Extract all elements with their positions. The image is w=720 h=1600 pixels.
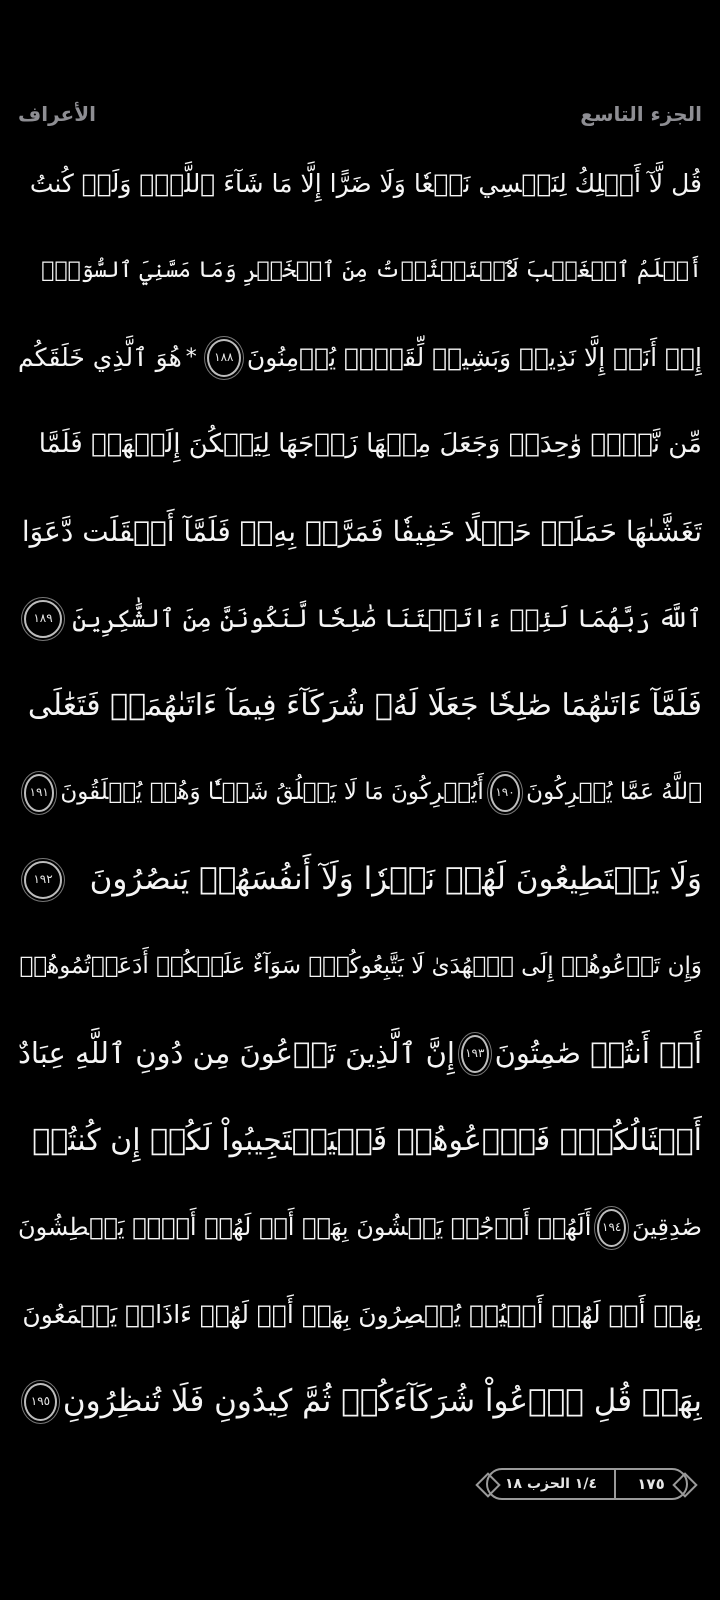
text-line-3-content-a: إِنۡ أَنَا۠ إِلَّا نَذِيرٞ وَبَشِيرٞ لِّقَوۡمٖ يُؤۡمِنُونَ — [246, 343, 702, 372]
text-line-5 — [18, 488, 702, 575]
text-line-12-content: أَمۡثَالُكُمۡۖ فَٱدۡعُوهُمۡ فَلۡيَسۡتَجِيبُواْ لَكُمۡ إِن كُنتُمۡ — [32, 1123, 702, 1158]
text-line-8-content-b: أَيُشۡرِكُونَ مَا لَا يَخۡلُقُ شَيۡـٔٗا وَهُمۡ يُخۡلَقُونَ — [60, 779, 484, 805]
text-line-2 — [18, 227, 702, 314]
quran-page-text — [18, 140, 702, 1445]
text-line-6-content: ٱللَّهَ رَبَّهُمَا لَئِنۡ ءَاتَيۡتَنَا صَٰلِحٗا لَّنَكُونَنَّ مِنَ ٱلشَّٰكِرِينَ — [72, 604, 702, 633]
text-line-8-content-a: ٱللَّهُ عَمَّا يُشۡرِكُونَ — [526, 779, 702, 805]
text-line-3-content-b: هُوَ ٱلَّذِي خَلَقَكُم — [18, 343, 182, 372]
ayah-188-marker: ١٨٨ — [207, 339, 241, 377]
text-line-13-content-b: أَلَهُمۡ أَرۡجُلٞ يَمۡشُونَ بِهَآۖ أَمۡ لَهُمۡ أَيۡدٖ يَبۡطِشُونَ — [18, 1213, 592, 1241]
text-line-15 — [18, 1358, 702, 1445]
juz-name: الجزء التاسع — [580, 102, 702, 126]
text-line-7-content: فَلَمَّآ ءَاتَىٰهُمَا صَٰلِحٗا جَعَلَا لَهُۥ شُرَكَآءَ فِيمَآ ءَاتَىٰهُمَاۚ فَتَعَٰلَى — [27, 688, 702, 723]
text-line-10-content: وَإِن تَدۡعُوهُمۡ إِلَى ٱلۡهُدَىٰ لَا يَتَّبِعُوكُمۡۚ سَوَآءٌ عَلَيۡكُمۡ أَدَعَوۡتُمُوهُمۡ — [19, 953, 702, 979]
ayah-195-marker: ١٩٥ — [24, 1383, 57, 1421]
ayah-190-marker: ١٩٠ — [490, 774, 520, 812]
text-line-4-content: مِّن نَّفۡسٖ وَٰحِدَةٖ وَجَعَلَ مِنۡهَا زَوۡجَهَا لِيَسۡكُنَ إِلَيۡهَاۖ فَلَمَّا — [38, 429, 702, 459]
ayah-194-marker: ١٩٤ — [597, 1209, 626, 1247]
text-line-2-content: أَعۡلَمُ ٱلۡغَيۡبَ لَٱسۡتَكۡثَرۡتُ مِنَ ٱلۡخَيۡرِ وَمَا مَسَّنِيَ ٱلسُّوٓءُۚ — [41, 258, 702, 283]
page-header — [18, 96, 702, 132]
text-line-4 — [18, 401, 702, 488]
text-line-1-content: قُل لَّآ أَمۡلِكُ لِنَفۡسِي نَفۡعٗا وَلَا ضَرًّا إِلَّا مَا شَآءَ ٱللَّهُۚ وَلَوۡ كُنتُ — [29, 169, 702, 198]
ayah-189-marker: ١٨٩ — [24, 600, 62, 638]
text-line-14-content: بِهَآۖ أَمۡ لَهُمۡ أَعۡيُنٞ يُبۡصِرُونَ بِهَآۖ أَمۡ لَهُمۡ ءَاذَانٞ يَسۡمَعُونَ — [22, 1300, 702, 1329]
text-line-9-content: وَلَا يَسۡتَطِيعُونَ لَهُمۡ نَصۡرٗا وَلَآ أَنفُسَهُمۡ يَنصُرُونَ — [89, 861, 702, 897]
ayah-193-marker: ١٩٣ — [461, 1035, 489, 1073]
text-line-6 — [18, 575, 702, 662]
text-line-8 — [18, 749, 702, 836]
surah-name: الأعراف — [18, 102, 96, 126]
text-line-11 — [18, 1010, 702, 1097]
footer-frame — [486, 1468, 688, 1500]
text-line-13-content-a: صَٰدِقِينَ — [632, 1213, 702, 1241]
text-line-11-content-b: إِنَّ ٱلَّذِينَ تَدۡعُونَ مِن دُونِ ٱللَّهِ عِبَادٌ — [18, 1036, 455, 1070]
text-line-15-content: بِهَاۗ قُلِ ٱدۡعُواْ شُرَكَآءَكُمۡ ثُمَّ كِيدُونِ فَلَا تُنظِرُونِ — [62, 1383, 702, 1419]
text-line-5-content: تَغَشَّىٰهَا حَمَلَتۡ حَمۡلًا خَفِيفٗا فَمَرَّتۡ بِهِۦۖ فَلَمَّآ أَثۡقَلَت دَّعَوَا — [21, 515, 702, 548]
ayah-191-marker: ١٩١ — [24, 774, 54, 812]
page-number: ١٧٥ — [637, 1475, 665, 1493]
text-line-9 — [18, 836, 702, 923]
text-line-13 — [18, 1184, 702, 1271]
hizb-indicator: ١/٤ الحزب ١٨ — [488, 1470, 616, 1498]
text-line-10 — [18, 923, 702, 1010]
text-line-12 — [18, 1097, 702, 1184]
text-line-3 — [18, 314, 702, 401]
text-line-1 — [18, 140, 702, 227]
text-line-14 — [18, 1271, 702, 1358]
ayah-192-marker: ١٩٢ — [24, 861, 62, 899]
page-footer — [486, 1468, 688, 1500]
text-line-7 — [18, 662, 702, 749]
hizb-star-mark: * — [185, 345, 197, 370]
text-line-11-content-a: أَمۡ أَنتُمۡ صَٰمِتُونَ — [494, 1036, 702, 1070]
